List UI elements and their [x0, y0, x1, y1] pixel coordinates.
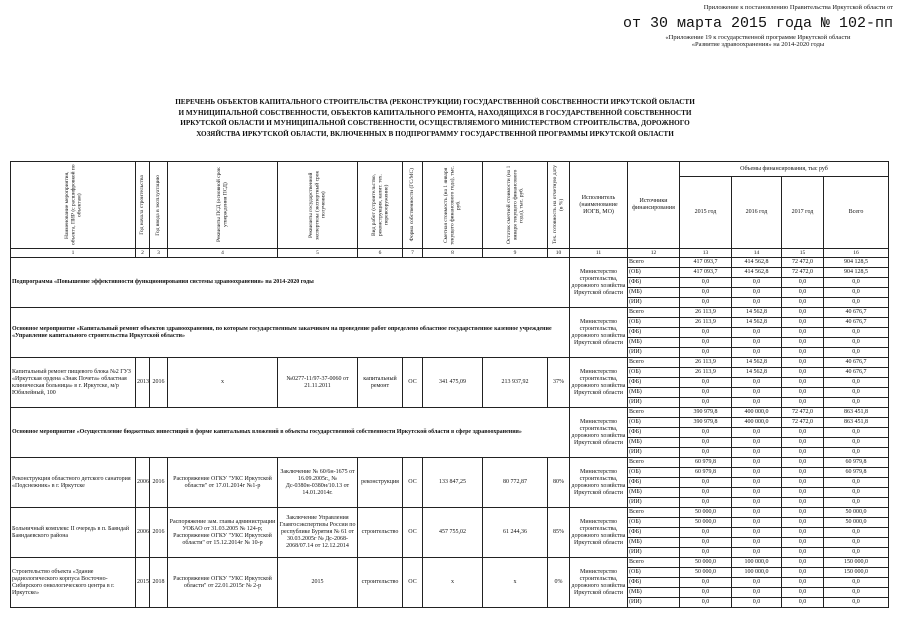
amount-cell: 0,0 — [782, 598, 824, 608]
funding-source: (ИИ) — [628, 348, 680, 358]
amount-cell: 0,0 — [782, 568, 824, 578]
amount-cell: 72 472,0 — [782, 408, 824, 418]
amount-cell: 0,0 — [782, 348, 824, 358]
amount-cell: 72 472,0 — [782, 258, 824, 268]
col-header-financing: Объемы финансирования, тыс руб — [680, 162, 889, 177]
amount-cell: 50 000,0 — [680, 558, 732, 568]
amount-cell: 414 562,8 — [732, 268, 782, 278]
amount-cell: 390 979,8 — [680, 418, 732, 428]
amount-cell: 0,0 — [782, 588, 824, 598]
amount-cell: 26 113,9 — [680, 368, 732, 378]
amount-cell: 60 979,8 — [824, 468, 889, 478]
funding-source: (МБ) — [628, 438, 680, 448]
amount-cell: 0,0 — [680, 278, 732, 288]
funding-source: (ФБ) — [628, 528, 680, 538]
col-header-psd: Реквизиты ПСД (основной срок утверждения ПСД) — [168, 162, 278, 249]
amount-cell: 0,0 — [732, 488, 782, 498]
amount-cell: 100 000,0 — [732, 568, 782, 578]
funding-source: (ФБ) — [628, 378, 680, 388]
amount-cell: 0,0 — [782, 428, 824, 438]
object-name: Больничный комплекс II очередь в п. Баяндай Баяндаевского района — [11, 508, 136, 558]
amount-cell: 0,0 — [732, 288, 782, 298]
col-header-executor: Исполнитель (наименование ИОГВ, МО) — [570, 162, 628, 249]
amount-cell: 0,0 — [782, 538, 824, 548]
amount-cell: 904 128,5 — [824, 268, 889, 278]
amount-cell: 0,0 — [732, 598, 782, 608]
amount-cell: 0,0 — [732, 378, 782, 388]
amount-cell: 0,0 — [782, 448, 824, 458]
ownership-form: ОС — [403, 458, 423, 508]
col-header-name: Наименование мероприятия, объекта, ПИР (с расшифровкой по объектам) — [11, 162, 136, 249]
amount-cell: 60 979,8 — [680, 468, 732, 478]
col-num: 12 — [628, 249, 680, 258]
amount-cell: 40 676,7 — [824, 308, 889, 318]
amount-cell: 0,0 — [824, 548, 889, 558]
col-num: 1 — [11, 249, 136, 258]
amount-cell: 0,0 — [680, 428, 732, 438]
amount-cell: 0,0 — [824, 538, 889, 548]
amount-cell: 0,0 — [824, 278, 889, 288]
amount-cell: 0,0 — [782, 438, 824, 448]
col-num: 13 — [680, 249, 732, 258]
amount-cell: 0,0 — [782, 508, 824, 518]
col-num: 8 — [423, 249, 483, 258]
amount-cell: 0,0 — [824, 438, 889, 448]
amount-cell: 863 451,8 — [824, 418, 889, 428]
amount-cell: 0,0 — [824, 528, 889, 538]
amount-cell: 150 000,0 — [824, 558, 889, 568]
col-num: 3 — [150, 249, 168, 258]
amount-cell: 0,0 — [680, 578, 732, 588]
object-row — [11, 508, 889, 518]
title-line-3: ИРКУТСКОЙ ОБЛАСТИ И МУНИЦИПАЛЬНОЙ СОБСТВЕННОСТИ, ОСУЩЕСТВЛЯЕМОГО МИНИСТЕРСТВОМ СТРОИТЕЛЬСТВА, ДОРОЖНОГО — [180, 119, 690, 127]
amount-cell: 0,0 — [782, 368, 824, 378]
section-row — [11, 258, 889, 268]
amount-cell: 0,0 — [732, 428, 782, 438]
amount-cell: 0,0 — [824, 478, 889, 488]
col-num: 2 — [136, 249, 150, 258]
amount-cell: 0,0 — [732, 538, 782, 548]
amount-cell: 0,0 — [732, 548, 782, 558]
amount-cell: 0,0 — [824, 488, 889, 498]
readiness-percent: 0% — [548, 558, 570, 608]
title-line-4: ХОЗЯЙСТВА ИРКУТСКОЙ ОБЛАСТИ, ВКЛЮЧЕННЫХ В ПОДПРОГРАММУ ГОСУДАРСТВЕННОЙ ПРОГРАММЫ ИРКУТСКОЙ ОБЛАСТИ — [196, 129, 674, 138]
funding-source: Всего — [628, 558, 680, 568]
amount-cell: 0,0 — [680, 488, 732, 498]
amount-cell: 0,0 — [732, 278, 782, 288]
table-body — [11, 258, 889, 608]
amount-cell: 417 093,7 — [680, 258, 732, 268]
funding-source: (ИИ) — [628, 598, 680, 608]
amount-cell: 400 000,0 — [732, 408, 782, 418]
amount-cell: 50 000,0 — [824, 518, 889, 528]
amount-cell: 0,0 — [782, 378, 824, 388]
amount-cell: 0,0 — [782, 288, 824, 298]
amount-cell: 0,0 — [782, 528, 824, 538]
amount-cell: 0,0 — [782, 458, 824, 468]
object-row — [11, 358, 889, 368]
amount-cell: 0,0 — [782, 388, 824, 398]
psd-details: x — [168, 358, 278, 408]
col-num: 7 — [403, 249, 423, 258]
amount-cell: 0,0 — [732, 498, 782, 508]
col-num: 9 — [483, 249, 548, 258]
amount-cell: 0,0 — [824, 328, 889, 338]
col-num: 14 — [732, 249, 782, 258]
amount-cell: 0,0 — [680, 448, 732, 458]
amount-cell: 0,0 — [732, 328, 782, 338]
remaining-cost: 80 772,87 — [483, 458, 548, 508]
col-header-total: Всего — [824, 177, 889, 249]
amount-cell: 0,0 — [782, 468, 824, 478]
amount-cell: 0,0 — [732, 438, 782, 448]
amount-cell: 14 562,8 — [732, 358, 782, 368]
col-header-end: Год ввода в эксплуатацию — [150, 162, 168, 249]
amount-cell: 0,0 — [782, 308, 824, 318]
amount-cell: 50 000,0 — [680, 518, 732, 528]
amount-cell: 904 128,5 — [824, 258, 889, 268]
amount-cell: 0,0 — [782, 518, 824, 528]
col-header-start: Год начала строительства — [136, 162, 150, 249]
amount-cell: 60 979,8 — [680, 458, 732, 468]
psd-details: Распоряжение ОГКУ "УКС Иркутской области" от 17.01.2014г №1-р — [168, 458, 278, 508]
executor-cell: Министерство строительства, дорожного хозяйства Иркутской области — [570, 308, 628, 358]
work-kind: строительство — [358, 508, 403, 558]
amount-cell: 0,0 — [732, 478, 782, 488]
executor-cell: Министерство строительства, дорожного хозяйства Иркутской области — [570, 508, 628, 558]
funding-source: (ИИ) — [628, 398, 680, 408]
amount-cell: 0,0 — [732, 348, 782, 358]
col-header-2015: 2015 год — [680, 177, 732, 249]
appendix-line: Приложение к постановлению Правительства Иркутской области от — [703, 4, 893, 11]
section-name: Основное мероприятие «Капитальный ремонт объектов здравоохранения, по которым государственным заказчиком на проведение работ определено областное государственное казенное учреждение «Управление капитального строительства Иркутской области» — [11, 308, 570, 358]
decree-date: от 30 марта 2015 года № 102-пп — [622, 15, 893, 32]
funding-source: Всего — [628, 308, 680, 318]
ownership-form: ОС — [403, 558, 423, 608]
amount-cell: 100 000,0 — [732, 558, 782, 568]
amount-cell: 14 562,8 — [732, 368, 782, 378]
amount-cell: 0,0 — [824, 348, 889, 358]
expertise-details: Заключение № 60/6н-1675 от 16.09.2005г., № Дс-0380н-0380н/10.13 от 14.01.2014г. — [278, 458, 358, 508]
amount-cell: 0,0 — [782, 478, 824, 488]
object-name: Капитальный ремонт пищевого блока №2 ГУЗ «Иркутская ордена «Знак Почета» областная клиническая больница» в г. Иркутске, м/р Юбилейный, 100 — [11, 358, 136, 408]
amount-cell: 0,0 — [680, 328, 732, 338]
amount-cell: 0,0 — [680, 478, 732, 488]
col-num: 6 — [358, 249, 403, 258]
amount-cell: 0,0 — [782, 548, 824, 558]
section-name: Основное мероприятие «Осуществление бюджетных инвестиций в форме капитальных вложений в объекты государственной собственности Иркутской области в сфере здравоохранения» — [11, 408, 570, 458]
funding-source: (ФБ) — [628, 578, 680, 588]
col-header-cost: Сметная стоимость (на 1 января текущего финансового года), тыс. руб. — [423, 162, 483, 249]
funding-source: (ОБ) — [628, 318, 680, 328]
amount-cell: 0,0 — [680, 378, 732, 388]
amount-cell: 0,0 — [732, 298, 782, 308]
amount-cell: 0,0 — [680, 538, 732, 548]
amount-cell: 0,0 — [824, 448, 889, 458]
amount-cell: 0,0 — [680, 598, 732, 608]
amount-cell: 0,0 — [782, 298, 824, 308]
col-num: 5 — [278, 249, 358, 258]
amount-cell: 0,0 — [732, 338, 782, 348]
amount-cell: 0,0 — [782, 498, 824, 508]
amount-cell: 0,0 — [824, 398, 889, 408]
amount-cell: 863 451,8 — [824, 408, 889, 418]
table-header — [11, 162, 889, 177]
executor-cell: Министерство строительства, дорожного хозяйства Иркутской области — [570, 558, 628, 608]
funding-source: Всего — [628, 258, 680, 268]
amount-cell: 414 562,8 — [732, 258, 782, 268]
ownership-form: ОС — [403, 358, 423, 408]
col-num: 11 — [570, 249, 628, 258]
amount-cell: 40 676,7 — [824, 318, 889, 328]
amount-cell: 0,0 — [732, 578, 782, 588]
amount-cell: 0,0 — [732, 588, 782, 598]
amount-cell: 0,0 — [824, 578, 889, 588]
end-year: 2016 — [150, 508, 168, 558]
col-num: 4 — [168, 249, 278, 258]
amount-cell: 26 113,9 — [680, 308, 732, 318]
funding-source: (ОБ) — [628, 568, 680, 578]
col-num: 16 — [824, 249, 889, 258]
executor-cell: Министерство строительства, дорожного хозяйства Иркутской области — [570, 408, 628, 458]
amount-cell: 0,0 — [824, 378, 889, 388]
executor-cell: Министерство строительства, дорожного хозяйства Иркутской области — [570, 358, 628, 408]
expertise-details: Заключение Управления Главгосэкспертизы России по республике Бурятия № 61 от 30.03.2005г № Дс-2068-2068/07.14 от 12.12.2014 — [278, 508, 358, 558]
amount-cell: 150 000,0 — [824, 568, 889, 578]
amount-cell: 50 000,0 — [824, 508, 889, 518]
funding-source: (ОБ) — [628, 368, 680, 378]
amount-cell: 0,0 — [824, 598, 889, 608]
object-row — [11, 558, 889, 568]
expertise-details: 2015 — [278, 558, 358, 608]
executor-cell: Министерство строительства, дорожного хозяйства Иркутской области — [570, 458, 628, 508]
amount-cell: 0,0 — [680, 548, 732, 558]
funding-source: Всего — [628, 458, 680, 468]
col-header-kind: Вид работ (строительство, реконструкция, капит. тех. перевооружение) — [358, 162, 403, 249]
amount-cell: 0,0 — [680, 388, 732, 398]
document-header — [623, 4, 893, 48]
col-num: 15 — [782, 249, 824, 258]
start-year: 2015 — [136, 558, 150, 608]
section-row — [11, 408, 889, 418]
funding-source: (ИИ) — [628, 498, 680, 508]
amount-cell: 0,0 — [782, 278, 824, 288]
funding-source: (МБ) — [628, 388, 680, 398]
col-header-form: Форма собственности (ГС/МС) — [403, 162, 423, 249]
amount-cell: 400 000,0 — [732, 418, 782, 428]
amount-cell: 0,0 — [680, 398, 732, 408]
start-year: 2006 — [136, 508, 150, 558]
amount-cell: 0,0 — [732, 448, 782, 458]
funding-source: (ИИ) — [628, 548, 680, 558]
amount-cell: 72 472,0 — [782, 418, 824, 428]
section-name: Подпрограмма «Повышение эффективности функционирования системы здравоохранения» на 2014-2020 годы — [11, 258, 570, 308]
amount-cell: 40 676,7 — [824, 368, 889, 378]
funding-source: (МБ) — [628, 538, 680, 548]
object-row — [11, 458, 889, 468]
funding-source: (ОБ) — [628, 268, 680, 278]
end-year: 2016 — [150, 458, 168, 508]
amount-cell: 0,0 — [782, 578, 824, 588]
funding-source: Всего — [628, 408, 680, 418]
objects-table — [10, 161, 889, 608]
amount-cell: 0,0 — [680, 528, 732, 538]
amount-cell: 0,0 — [680, 288, 732, 298]
amount-cell: 0,0 — [732, 398, 782, 408]
col-header-2016: 2016 год — [732, 177, 782, 249]
work-kind: строительство — [358, 558, 403, 608]
amount-cell: 0,0 — [732, 458, 782, 468]
funding-source: (ИИ) — [628, 298, 680, 308]
funding-source: (ОБ) — [628, 518, 680, 528]
section-row — [11, 308, 889, 318]
amount-cell: 40 676,7 — [824, 358, 889, 368]
col-header-rest: Остаток сметной стоимости (на 1 января текущего финансового года), тыс. руб. — [483, 162, 548, 249]
remaining-cost: 61 244,36 — [483, 508, 548, 558]
amount-cell: 0,0 — [732, 468, 782, 478]
amount-cell: 0,0 — [824, 298, 889, 308]
amount-cell: 14 562,8 — [732, 318, 782, 328]
document-title — [125, 97, 745, 139]
amount-cell: 0,0 — [824, 388, 889, 398]
estimated-cost: x — [423, 558, 483, 608]
amount-cell: 0,0 — [782, 318, 824, 328]
amount-cell: 0,0 — [782, 358, 824, 368]
funding-source: (ОБ) — [628, 468, 680, 478]
amount-cell: 0,0 — [824, 428, 889, 438]
funding-source: Всего — [628, 358, 680, 368]
psd-details: Распоряжение зам. главы администрации УОБАО от 31.03.2005 № 124-р; Распоряжение ОГКУ "УКС Иркутской области" от 15.12.2014г № 10-р — [168, 508, 278, 558]
col-header-source: Источники финансирования — [628, 162, 680, 249]
funding-source: (ФБ) — [628, 328, 680, 338]
funding-source: (ФБ) — [628, 278, 680, 288]
amount-cell: 0,0 — [824, 288, 889, 298]
object-name: Строительство объекта «Здание радиологического корпуса Восточно-Сибирского онкологического центра в г. Иркутске» — [11, 558, 136, 608]
object-name: Реконструкция областного детского санатория «Подснежник» в г. Иркутске — [11, 458, 136, 508]
amount-cell: 0,0 — [680, 498, 732, 508]
psd-details: Распоряжение ОГКУ "УКС Иркутской области" от 22.01.2015г № 2-р — [168, 558, 278, 608]
title-line-1: ПЕРЕЧЕНЬ ОБЪЕКТОВ КАПИТАЛЬНОГО СТРОИТЕЛЬСТВА (РЕКОНСТРУКЦИИ) ГОСУДАРСТВЕННОЙ СОБСТВЕННОСТИ ИРКУТСКОЙ ОБЛАСТИ — [175, 98, 695, 106]
estimated-cost: 133 847,25 — [423, 458, 483, 508]
col-header-2017: 2017 год — [782, 177, 824, 249]
expertise-details: №0277-11/97-37-0060 от 21.11.2011 — [278, 358, 358, 408]
estimated-cost: 341 475,09 — [423, 358, 483, 408]
amount-cell: 0,0 — [782, 328, 824, 338]
amount-cell: 0,0 — [680, 338, 732, 348]
work-kind: капитальный ремонт — [358, 358, 403, 408]
amount-cell: 60 979,8 — [824, 458, 889, 468]
title-line-2: И МУНИЦИПАЛЬНОЙ СОБСТВЕННОСТИ, ОБЪЕКТОВ КАПИТАЛЬНОГО РЕМОНТА, НАХОДЯЩИХСЯ В ГОСУДАРСТВЕННОЙ СОБСТВЕННОСТИ — [178, 108, 692, 117]
start-year: 2006 — [136, 458, 150, 508]
amount-cell: 0,0 — [732, 508, 782, 518]
amount-cell: 0,0 — [732, 518, 782, 528]
estimated-cost: 457 755,02 — [423, 508, 483, 558]
amount-cell: 26 113,9 — [680, 318, 732, 328]
funding-source: (МБ) — [628, 488, 680, 498]
amount-cell: 0,0 — [824, 588, 889, 598]
col-num: 10 — [548, 249, 570, 258]
amount-cell: 50 000,0 — [680, 508, 732, 518]
amount-cell: 26 113,9 — [680, 358, 732, 368]
appendix-line-2: «Приложение 19 к государственной программе Иркутской области — [665, 34, 851, 41]
funding-source: (ФБ) — [628, 478, 680, 488]
amount-cell: 0,0 — [782, 398, 824, 408]
ownership-form: ОС — [403, 508, 423, 558]
amount-cell: 0,0 — [732, 528, 782, 538]
amount-cell: 0,0 — [680, 438, 732, 448]
end-year: 2018 — [150, 558, 168, 608]
amount-cell: 14 562,8 — [732, 308, 782, 318]
amount-cell: 0,0 — [680, 588, 732, 598]
column-numbers-row — [11, 249, 889, 258]
executor-cell: Министерство строительства, дорожного хозяйства Иркутской области — [570, 258, 628, 308]
col-header-expertise: Реквизиты государственной экспертизы (экспертный срок получения) — [278, 162, 358, 249]
end-year: 2016 — [150, 358, 168, 408]
col-header-ready: Тех. готовность на отчетную дату (в %) — [548, 162, 570, 249]
readiness-percent: 80% — [548, 458, 570, 508]
funding-source: (ФБ) — [628, 428, 680, 438]
amount-cell: 417 093,7 — [680, 268, 732, 278]
amount-cell: 0,0 — [824, 498, 889, 508]
amount-cell: 0,0 — [680, 298, 732, 308]
readiness-percent: 85% — [548, 508, 570, 558]
funding-source: (ИИ) — [628, 448, 680, 458]
funding-source: (МБ) — [628, 338, 680, 348]
amount-cell: 0,0 — [782, 338, 824, 348]
work-kind: реконструкция — [358, 458, 403, 508]
remaining-cost: x — [483, 558, 548, 608]
appendix-line-3: «Развитие здравоохранения» на 2014-2020 годы — [691, 41, 825, 48]
amount-cell: 0,0 — [824, 338, 889, 348]
amount-cell: 50 000,0 — [680, 568, 732, 578]
funding-source: (МБ) — [628, 588, 680, 598]
funding-source: (ОБ) — [628, 418, 680, 428]
amount-cell: 0,0 — [782, 488, 824, 498]
amount-cell: 0,0 — [732, 388, 782, 398]
funding-source: Всего — [628, 508, 680, 518]
amount-cell: 390 979,8 — [680, 408, 732, 418]
readiness-percent: 37% — [548, 358, 570, 408]
funding-source: (МБ) — [628, 288, 680, 298]
remaining-cost: 213 937,92 — [483, 358, 548, 408]
start-year: 2013 — [136, 358, 150, 408]
amount-cell: 0,0 — [680, 348, 732, 358]
amount-cell: 0,0 — [782, 558, 824, 568]
amount-cell: 72 472,0 — [782, 268, 824, 278]
